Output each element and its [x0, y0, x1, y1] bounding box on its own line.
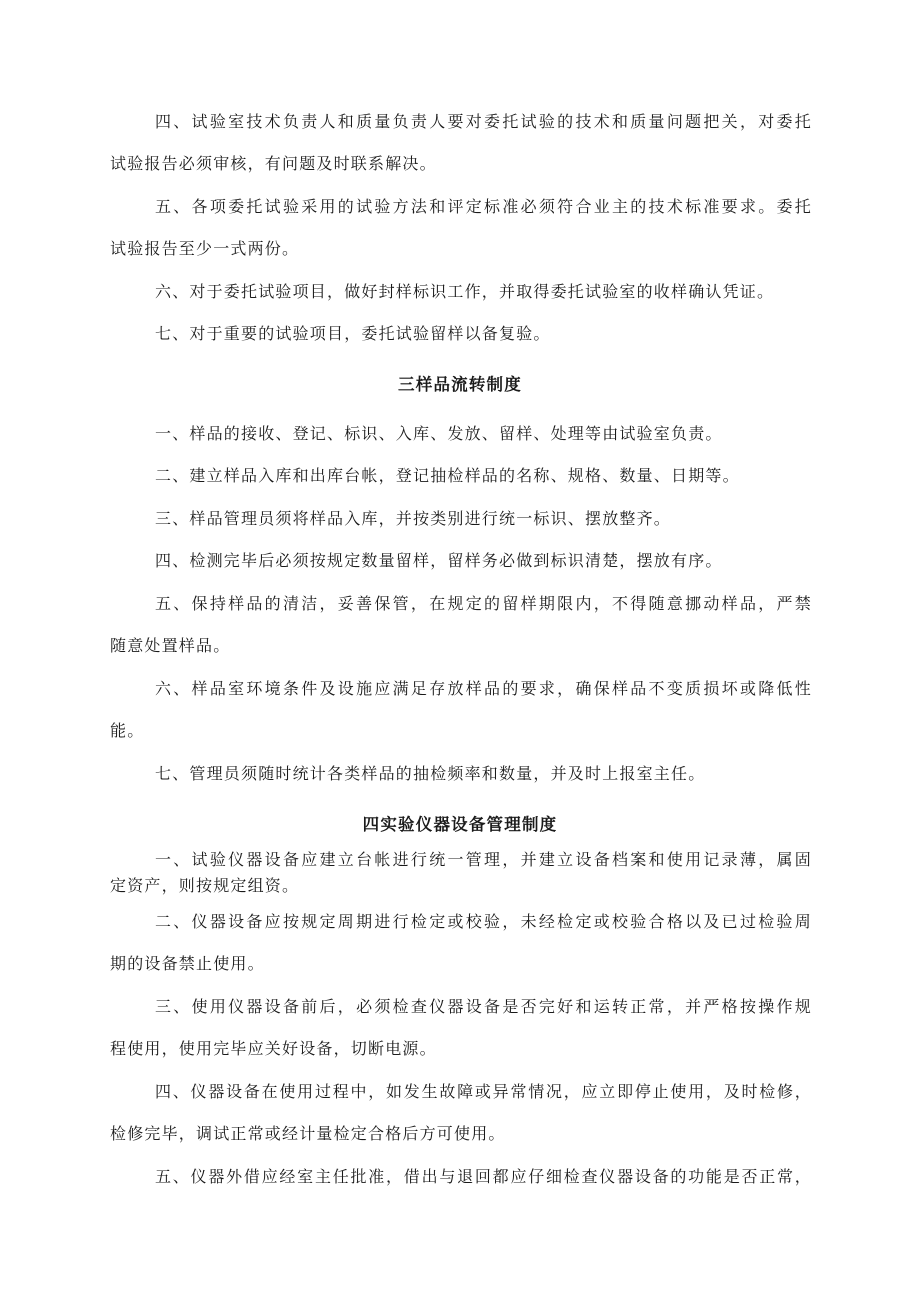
paragraph-line: 一、试验仪器设备应建立台帐进行统一管理，并建立设备档案和使用记录薄，属固 [155, 850, 812, 869]
paragraph-line: 三、样品管理员须将样品入库，并按类别进行统一标识、摆放整齐。 [155, 509, 672, 528]
paragraph-line: 四、仪器设备在使用过程中，如发生故障或异常情况，应立即停止使用，及时检修， [155, 1082, 812, 1101]
section-three-title: 三样品流转制度 [398, 375, 522, 394]
paragraph-line: 二、仪器设备应按规定周期进行检定或校验，未经检定或校验合格以及已过检验周 [155, 912, 812, 931]
paragraph-line: 定资产，则按规定组资。 [110, 876, 300, 895]
paragraph-line: 五、各项委托试验采用的试验方法和评定标准必须符合业主的技术标准要求。委托 [155, 197, 812, 216]
section-four-title: 四实验仪器设备管理制度 [362, 815, 558, 834]
paragraph-line: 程使用，使用完毕应关好设备，切断电源。 [110, 1039, 437, 1058]
paragraph-line: 试验报告必须审核，有问题及时联系解决。 [110, 154, 437, 173]
paragraph-line: 一、样品的接收、登记、标识、入库、发放、留样、处理等由试验室负责。 [155, 424, 723, 443]
paragraph-line: 六、样品室环境条件及设施应满足存放样品的要求，确保样品不变质损坏或降低性 [155, 679, 812, 698]
paragraph-line: 四、试验室技术负责人和质量负责人要对委托试验的技术和质量问题把关，对委托 [155, 112, 812, 131]
paragraph-line: 六、对于委托试验项目，做好封样标识工作，并取得委托试验室的收样确认凭证。 [155, 282, 775, 301]
paragraph-line: 五、保持样品的清洁，妥善保管，在规定的留样期限内，不得随意挪动样品，严禁 [155, 594, 812, 613]
paragraph-line: 七、对于重要的试验项目，委托试验留样以备复验。 [155, 324, 551, 343]
paragraph-line: 二、建立样品入库和出库台帐，登记抽检样品的名称、规格、数量、日期等。 [155, 466, 740, 485]
paragraph-line: 试验报告至少一式两份。 [110, 239, 300, 258]
paragraph-line: 三、使用仪器设备前后，必须检查仪器设备是否完好和运转正常，并严格按操作规 [155, 997, 812, 1016]
paragraph-line: 七、管理员须随时统计各类样品的抽检频率和数量，并及时上报室主任。 [155, 764, 706, 783]
paragraph-line: 随意处置样品。 [110, 636, 231, 655]
paragraph-line: 五、仪器外借应经室主任批准，借出与退回都应仔细检查仪器设备的功能是否正常， [155, 1167, 812, 1186]
paragraph-line: 期的设备禁止使用。 [110, 954, 265, 973]
paragraph-line: 四、检测完毕后必须按规定数量留样，留样务必做到标识清楚，摆放有序。 [155, 551, 723, 570]
paragraph-line: 检修完毕，调试正常或经计量检定合格后方可使用。 [110, 1124, 506, 1143]
paragraph-line: 能。 [110, 721, 145, 740]
